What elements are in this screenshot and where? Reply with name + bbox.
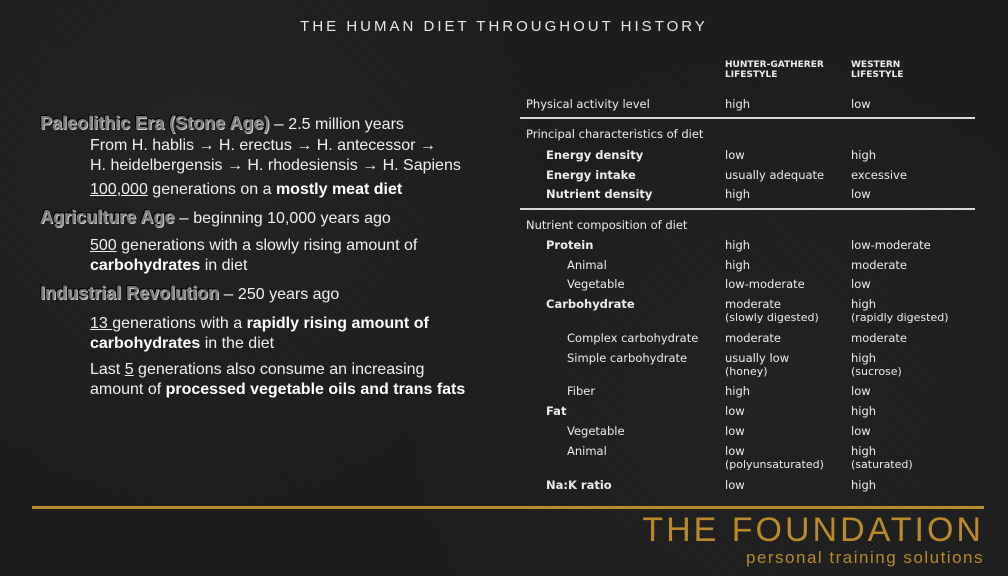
- generation-text: generations with a slowly rising amount of: [116, 237, 418, 254]
- table-row: [520, 238, 975, 256]
- indus-last-generations: [90, 360, 510, 380]
- era-separator: –: [174, 208, 194, 227]
- table-row: [520, 277, 975, 295]
- western-value: high: [851, 148, 877, 162]
- value-note: (rapidly digested): [851, 311, 949, 324]
- row-label: Fiber: [567, 384, 596, 398]
- hunter-gatherer-value: high: [725, 238, 751, 252]
- footer-divider: [32, 506, 984, 509]
- hunter-gatherer-value: low-moderate: [725, 277, 805, 291]
- header-line: WESTERN: [851, 60, 901, 70]
- hunter-gatherer-value: low: [725, 148, 745, 162]
- generation-emphasis: mostly meat diet: [275, 181, 403, 198]
- row-label: Animal: [567, 444, 607, 458]
- row-label: Na:K ratio: [546, 478, 612, 492]
- row-label: Energy intake: [546, 168, 636, 182]
- value-note: (slowly digested): [725, 311, 819, 324]
- indus-generations-line-2: [90, 334, 510, 354]
- last-count: 5: [124, 361, 134, 378]
- era-time: 2.5 million years: [288, 116, 404, 133]
- era-name: Agriculture Age: [40, 207, 175, 227]
- species-line-2: H. heidelbergensis → H. rhodesiensis → H. Sapiens: [90, 157, 461, 174]
- last-prefix: Last: [90, 361, 125, 378]
- value-main: low: [725, 444, 745, 458]
- value-main: high: [851, 351, 877, 365]
- row-label: Principal characteristics of diet: [526, 127, 704, 141]
- western-value: low: [851, 424, 871, 438]
- divider: [520, 117, 975, 119]
- generation-text: generations with a: [112, 315, 247, 332]
- species-line-1: From H. hablis → H. erectus → H. antecessor →: [90, 137, 436, 154]
- brand-logo: [642, 511, 984, 567]
- era-time: beginning 10,000 years ago: [193, 210, 391, 227]
- column-header-western: [851, 60, 903, 80]
- table-row: [520, 478, 975, 496]
- western-value: [851, 351, 902, 378]
- western-value: high: [851, 404, 877, 418]
- western-value: moderate: [851, 258, 907, 272]
- row-label: Vegetable: [567, 277, 625, 291]
- era-agriculture: [40, 206, 510, 230]
- table-row: [520, 187, 975, 205]
- indus-last-generations-line-2: [90, 380, 510, 400]
- agri-generations-line-2: [90, 256, 510, 276]
- table-row: [520, 384, 975, 402]
- hunter-gatherer-value: [725, 351, 789, 378]
- table-row: [520, 168, 975, 186]
- generation-emphasis: carbohydrates: [90, 257, 201, 274]
- row-label: Vegetable: [567, 424, 625, 438]
- row-label: Animal: [567, 258, 607, 272]
- western-value: low: [851, 277, 871, 291]
- header-line: HUNTER-GATHERER: [725, 60, 824, 70]
- generation-tail: in diet: [200, 257, 248, 274]
- era-name: Industrial Revolution: [40, 283, 220, 303]
- row-label: Energy density: [546, 148, 644, 162]
- hunter-gatherer-value: high: [725, 384, 751, 398]
- value-note: (polyunsaturated): [725, 458, 824, 471]
- hunter-gatherer-value: [725, 444, 824, 471]
- brand-tagline: personal training solutions: [745, 548, 984, 567]
- western-value: high: [851, 478, 877, 492]
- value-note: (sucrose): [851, 365, 902, 378]
- table-row: [520, 148, 975, 166]
- western-value: [851, 297, 949, 324]
- section-header: [520, 218, 975, 236]
- table-row: [520, 97, 975, 115]
- generation-text: generations on a: [147, 181, 276, 198]
- eras-panel: [40, 106, 510, 400]
- value-main: high: [851, 444, 877, 458]
- divider: [520, 208, 975, 210]
- row-label: Carbohydrate: [546, 297, 635, 311]
- hunter-gatherer-value: moderate: [725, 331, 781, 345]
- value-main: usually low: [725, 351, 790, 365]
- hunter-gatherer-value: low: [725, 424, 745, 438]
- slide-title: THE HUMAN DIET THROUGHOUT HISTORY: [300, 18, 708, 35]
- era-paleolithic: [40, 112, 510, 136]
- hunter-gatherer-value: usually adequate: [725, 168, 825, 182]
- row-label: Fat: [546, 404, 567, 418]
- last-emphasis: processed vegetable oils and trans fats: [165, 381, 466, 398]
- hunter-gatherer-value: [725, 297, 819, 324]
- agri-generations: [90, 236, 510, 256]
- western-value: low: [851, 97, 871, 111]
- row-label: Protein: [546, 238, 594, 252]
- table-row: [520, 297, 975, 329]
- value-main: high: [851, 297, 877, 311]
- western-value: low: [851, 187, 871, 201]
- table-row: [520, 424, 975, 442]
- table-row: [520, 444, 975, 476]
- row-label: Complex carbohydrate: [567, 331, 699, 345]
- western-value: excessive: [851, 168, 907, 182]
- header-line: LIFESTYLE: [851, 70, 904, 80]
- generation-count: 13: [90, 315, 113, 332]
- era-time: 250 years ago: [237, 286, 340, 303]
- era-name: Paleolithic Era (Stone Age): [40, 113, 270, 133]
- hunter-gatherer-value: high: [725, 187, 751, 201]
- era-industrial: [40, 282, 510, 306]
- row-label: Physical activity level: [526, 97, 650, 111]
- table-row: [520, 258, 975, 276]
- hunter-gatherer-value: high: [725, 97, 751, 111]
- hunter-gatherer-value: high: [725, 258, 751, 272]
- generation-count: 100,000: [90, 181, 148, 198]
- paleo-generations: [90, 180, 510, 200]
- brand-name: THE FOUNDATION: [642, 511, 984, 549]
- section-header: [520, 127, 975, 145]
- indus-generations: [90, 314, 510, 334]
- table-row: [520, 351, 975, 383]
- row-label: Simple carbohydrate: [567, 351, 688, 365]
- generation-count: 500: [90, 237, 117, 254]
- row-label: Nutrient density: [546, 187, 653, 201]
- value-note: (saturated): [851, 458, 913, 471]
- last-text: generations also consume an increasing: [133, 361, 425, 378]
- generation-emphasis-2: carbohydrates: [90, 335, 201, 352]
- table-row: [520, 404, 975, 422]
- row-label: Nutrient composition of diet: [526, 218, 688, 232]
- western-value: low: [851, 384, 871, 398]
- last-line-2: amount of: [90, 381, 166, 398]
- western-value: low-moderate: [851, 238, 931, 252]
- era-separator: –: [269, 114, 289, 133]
- generation-tail: in the diet: [200, 335, 275, 352]
- column-header-hunter-gatherer: [725, 60, 824, 80]
- western-value: moderate: [851, 331, 907, 345]
- era-separator: –: [219, 284, 238, 303]
- hunter-gatherer-value: low: [725, 478, 745, 492]
- hunter-gatherer-value: low: [725, 404, 745, 418]
- value-main: moderate: [725, 297, 781, 311]
- table-row: [520, 331, 975, 349]
- value-note: (honey): [725, 365, 768, 378]
- generation-emphasis: rapidly rising amount of: [246, 315, 429, 332]
- header-line: LIFESTYLE: [725, 70, 778, 80]
- western-value: [851, 444, 913, 471]
